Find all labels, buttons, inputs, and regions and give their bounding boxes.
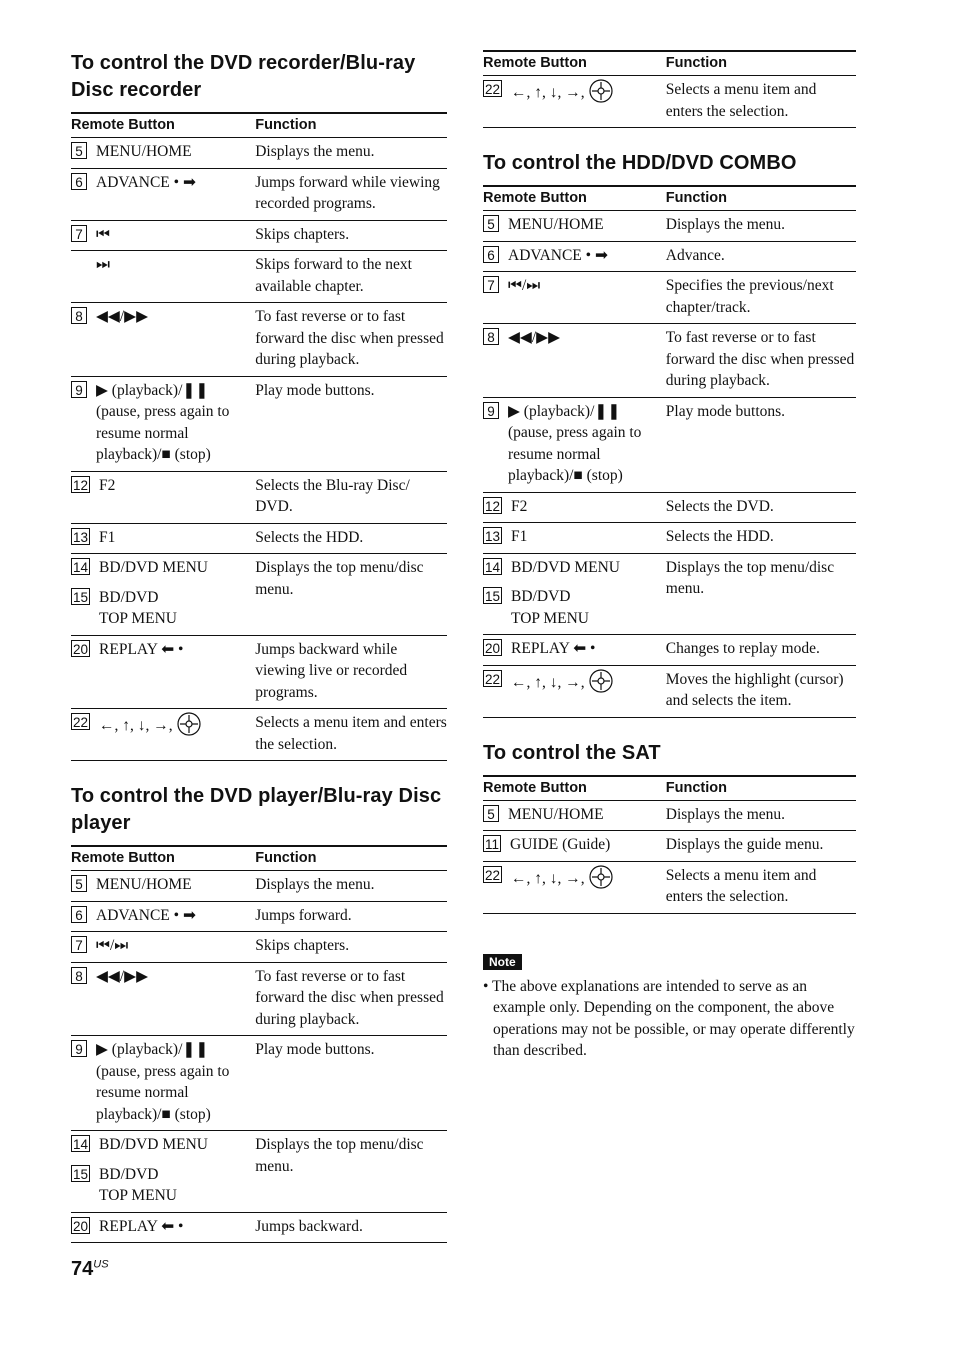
button-label: ⏮ bbox=[96, 225, 110, 243]
function-cell: Jumps forward while viewing recorded programs. bbox=[255, 168, 447, 220]
button-label-wrap bbox=[96, 935, 247, 957]
table-row bbox=[483, 800, 856, 831]
function-cell: Play mode buttons. bbox=[666, 397, 856, 492]
function-cell: Displays the top menu/disc menu. bbox=[255, 1131, 447, 1213]
table-row bbox=[71, 251, 447, 303]
remote-button-cell bbox=[71, 584, 255, 636]
button-number-box: 6 bbox=[483, 246, 499, 263]
button-number-box: 13 bbox=[73, 529, 89, 545]
button-label: BD/DVD MENU bbox=[511, 558, 620, 576]
button-label-wrap bbox=[511, 79, 658, 110]
section-title: To control the DVD recorder/Blu-ray Disc recorder bbox=[71, 52, 416, 101]
table-row bbox=[483, 553, 856, 583]
note-badge: Note bbox=[483, 954, 522, 970]
button-number-box: 14 bbox=[485, 559, 501, 575]
remote-button-cell bbox=[483, 831, 666, 862]
function-cell: Selects the Blu-ray Disc/ DVD. bbox=[255, 471, 447, 523]
remote-button-cell bbox=[483, 800, 666, 831]
remote-button-cell bbox=[71, 168, 255, 220]
button-number-box: 7 bbox=[71, 936, 87, 953]
function-cell: Moves the highlight (cursor) and selects the item. bbox=[666, 665, 856, 717]
remote-button-cell bbox=[71, 932, 255, 963]
function-cell: Jumps forward. bbox=[255, 901, 447, 932]
button-label: GUIDE (Guide) bbox=[510, 836, 611, 853]
button-label: REPLAY ⬅ • bbox=[99, 1217, 184, 1235]
button-label: BD/DVD TOP MENU bbox=[511, 588, 589, 627]
button-label-wrap bbox=[96, 224, 247, 246]
table-row bbox=[71, 871, 447, 902]
remote-button-cell bbox=[483, 492, 666, 523]
button-number-box: 6 bbox=[71, 906, 87, 923]
button-label: ◀◀/▶▶ bbox=[96, 308, 148, 325]
button-number-box: 22 bbox=[485, 671, 501, 687]
remote-button-cell bbox=[71, 251, 255, 303]
button-label: BD/DVD TOP MENU bbox=[99, 588, 177, 627]
table-row bbox=[71, 303, 447, 377]
left-column bbox=[71, 50, 447, 1265]
button-number-box: 8 bbox=[71, 307, 87, 324]
section-title: To control the SAT bbox=[483, 741, 661, 764]
column-header-function: Function bbox=[255, 113, 447, 138]
function-cell: Changes to replay mode. bbox=[666, 635, 856, 666]
table-row bbox=[483, 272, 856, 324]
button-label: REPLAY ⬅ • bbox=[511, 640, 596, 657]
function-cell: Specifies the previous/next chapter/track. bbox=[666, 272, 856, 324]
function-cell: Play mode buttons. bbox=[255, 1036, 447, 1131]
table-row bbox=[483, 635, 856, 666]
button-label-wrap bbox=[96, 1039, 247, 1125]
button-number-box: 14 bbox=[73, 1137, 89, 1152]
table-row bbox=[71, 471, 447, 523]
button-label-wrap bbox=[511, 586, 658, 629]
function-cell: Skips chapters. bbox=[255, 932, 447, 963]
button-label-wrap bbox=[511, 669, 658, 700]
column-header-remote-button: Remote Button bbox=[71, 846, 255, 871]
button-label-wrap bbox=[511, 557, 658, 579]
column-header-remote-button: Remote Button bbox=[483, 186, 666, 211]
button-label: F1 bbox=[511, 528, 528, 545]
remote-button-cell bbox=[483, 665, 666, 717]
button-label-wrap bbox=[508, 245, 658, 267]
table-row bbox=[483, 523, 856, 554]
button-label-wrap bbox=[99, 1216, 247, 1238]
button-label-wrap bbox=[96, 966, 247, 988]
button-label-wrap bbox=[508, 804, 658, 826]
button-label: ▶ (playback)/❚❚ (pause, press again to resume normal playback)/■ (stop) bbox=[96, 1041, 230, 1123]
remote-button-cell bbox=[71, 1161, 255, 1213]
button-label: ◀◀/▶▶ bbox=[96, 967, 148, 985]
remote-button-cell bbox=[483, 553, 666, 583]
button-label-wrap bbox=[96, 905, 247, 927]
button-label-wrap bbox=[96, 380, 247, 466]
remote-button-cell bbox=[71, 554, 255, 584]
column-header-remote-button: Remote Button bbox=[483, 776, 666, 801]
table-row bbox=[71, 554, 447, 584]
remote-button-cell bbox=[483, 861, 666, 913]
function-cell: Advance. bbox=[666, 241, 856, 272]
button-number-box: 14 bbox=[73, 560, 89, 575]
remote-button-cell bbox=[71, 138, 255, 169]
table-row bbox=[71, 932, 447, 963]
section-title: To control the HDD/DVD COMBO bbox=[483, 152, 797, 174]
button-label: ←, ↑, ↓, →, bbox=[511, 673, 585, 691]
table-row bbox=[71, 962, 447, 1036]
table-row bbox=[71, 1212, 447, 1243]
remote-button-cell bbox=[483, 635, 666, 666]
table-row bbox=[483, 324, 856, 398]
button-label-wrap bbox=[96, 254, 247, 276]
button-label-wrap bbox=[99, 712, 247, 743]
button-label: MENU/HOME bbox=[96, 876, 192, 893]
button-label: ←, ↑, ↓, →, bbox=[99, 717, 173, 734]
function-cell: Selects a menu item and enters the selection. bbox=[666, 76, 856, 128]
function-cell: Displays the menu. bbox=[255, 871, 447, 902]
button-label-wrap bbox=[96, 874, 247, 896]
button-number-box: 6 bbox=[71, 173, 87, 190]
button-label-wrap bbox=[99, 587, 247, 630]
table-row bbox=[483, 665, 856, 717]
function-cell: To fast reverse or to fast forward the disc when pressed during playback. bbox=[255, 962, 447, 1036]
table-row bbox=[483, 492, 856, 523]
button-number-box bbox=[71, 255, 87, 272]
button-number-box: 5 bbox=[483, 805, 499, 822]
button-number-box: 5 bbox=[71, 142, 87, 159]
remote-button-cell bbox=[483, 583, 666, 635]
button-label: ⏭ bbox=[96, 256, 110, 273]
function-cell: Selects the HDD. bbox=[255, 523, 447, 554]
button-label-wrap bbox=[99, 527, 247, 549]
button-label-wrap bbox=[511, 638, 658, 660]
function-cell: Jumps backward while viewing live or recorded programs. bbox=[255, 635, 447, 709]
button-number-box: 7 bbox=[483, 276, 499, 293]
remote-button-cell bbox=[483, 397, 666, 492]
remote-button-cell bbox=[71, 471, 255, 523]
button-number-box: 5 bbox=[71, 875, 87, 892]
remote-button-cell bbox=[483, 76, 666, 128]
function-cell: Selects the DVD. bbox=[666, 492, 856, 523]
function-cell: Displays the top menu/disc menu. bbox=[666, 553, 856, 635]
remote-button-cell bbox=[71, 1131, 255, 1161]
button-label: F1 bbox=[99, 528, 116, 546]
remote-button-cell bbox=[483, 272, 666, 324]
section-title: To control the DVD player/Blu-ray Disc player bbox=[71, 785, 442, 834]
button-label: ◀◀/▶▶ bbox=[508, 329, 560, 346]
button-label-wrap bbox=[99, 1164, 247, 1207]
function-cell: To fast reverse or to fast forward the disc when pressed during playback. bbox=[666, 324, 856, 398]
button-label: MENU/HOME bbox=[508, 805, 604, 823]
button-label-wrap bbox=[99, 475, 247, 497]
remote-button-cell bbox=[71, 220, 255, 251]
table-row bbox=[71, 168, 447, 220]
button-number-box: 15 bbox=[73, 589, 89, 605]
enter-button-icon bbox=[177, 712, 201, 743]
function-cell: Selects the HDD. bbox=[666, 523, 856, 554]
right-column bbox=[483, 50, 856, 1062]
function-cell: Displays the menu. bbox=[666, 211, 856, 242]
button-label: BD/DVD MENU bbox=[99, 559, 208, 576]
remote-button-table bbox=[483, 185, 856, 718]
button-label: ADVANCE • ➡ bbox=[508, 246, 608, 264]
enter-button-icon bbox=[589, 865, 613, 896]
button-number-box: 15 bbox=[485, 589, 501, 604]
table-row bbox=[71, 138, 447, 169]
remote-button-cell bbox=[71, 709, 255, 761]
function-cell: Play mode buttons. bbox=[255, 376, 447, 471]
note-text: • The above explanations are intended to serve as an example only. Depending on the component, the above operations may not be possible, or may operate differently than described. bbox=[483, 977, 855, 1059]
remote-button-table bbox=[483, 775, 856, 914]
function-cell: Displays the menu. bbox=[255, 138, 447, 169]
table-row bbox=[71, 901, 447, 932]
remote-button-cell bbox=[71, 1212, 255, 1243]
remote-button-cell bbox=[71, 962, 255, 1036]
table-row bbox=[483, 76, 856, 128]
button-number-box: 20 bbox=[73, 1218, 89, 1234]
button-number-box: 22 bbox=[485, 867, 501, 883]
table-row bbox=[71, 1036, 447, 1131]
remote-button-table bbox=[71, 845, 447, 1243]
button-label: REPLAY ⬅ • bbox=[99, 640, 184, 658]
remote-button-cell bbox=[483, 211, 666, 242]
remote-button-cell bbox=[71, 523, 255, 554]
table-row bbox=[483, 211, 856, 242]
remote-button-cell bbox=[71, 376, 255, 471]
button-number-box: 5 bbox=[483, 215, 499, 232]
button-label-wrap bbox=[508, 214, 658, 236]
button-label: BD/DVD TOP MENU bbox=[99, 1165, 177, 1204]
button-label: ADVANCE • ➡ bbox=[96, 173, 196, 191]
table-row bbox=[71, 523, 447, 554]
button-number-box: 15 bbox=[73, 1166, 89, 1182]
button-number-box: 11 bbox=[485, 837, 500, 852]
table-row bbox=[71, 709, 447, 761]
remote-button-cell bbox=[71, 901, 255, 932]
page-number bbox=[71, 1258, 109, 1281]
button-label-wrap bbox=[508, 275, 658, 297]
column-header-remote-button: Remote Button bbox=[71, 113, 255, 138]
button-label-wrap bbox=[96, 141, 247, 163]
button-label: ▶ (playback)/❚❚ (pause, press again to resume normal playback)/■ (stop) bbox=[96, 381, 230, 463]
remote-button-cell bbox=[483, 523, 666, 554]
button-number-box: 13 bbox=[485, 529, 501, 544]
column-header-function: Function bbox=[666, 776, 856, 801]
remote-button-cell bbox=[483, 241, 666, 272]
function-cell: Skips chapters. bbox=[255, 220, 447, 251]
remote-button-cell bbox=[71, 871, 255, 902]
enter-button-icon bbox=[589, 669, 613, 700]
button-label: BD/DVD MENU bbox=[99, 1136, 208, 1153]
function-cell: Selects a menu item and enters the selection. bbox=[255, 709, 447, 761]
page-number-suffix: US bbox=[93, 1258, 109, 1271]
column-header-function: Function bbox=[666, 51, 856, 76]
button-label-wrap bbox=[511, 865, 658, 896]
table-row bbox=[71, 220, 447, 251]
button-label-wrap bbox=[510, 834, 658, 856]
function-cell: Jumps backward. bbox=[255, 1212, 447, 1243]
remote-button-table bbox=[71, 112, 447, 761]
button-label: F2 bbox=[511, 497, 528, 515]
function-cell: Displays the menu. bbox=[666, 800, 856, 831]
table-row bbox=[483, 241, 856, 272]
button-number-box: 22 bbox=[485, 82, 501, 97]
remote-button-cell bbox=[71, 635, 255, 709]
button-label: ←, ↑, ↓, →, bbox=[511, 84, 585, 101]
function-cell: Skips forward to the next available chapter. bbox=[255, 251, 447, 303]
button-number-box: 22 bbox=[73, 715, 89, 730]
remote-button-cell bbox=[71, 303, 255, 377]
table-row bbox=[71, 1131, 447, 1161]
button-label: ▶ (playback)/❚❚ (pause, press again to resume normal playback)/■ (stop) bbox=[508, 402, 642, 484]
button-label: ADVANCE • ➡ bbox=[96, 906, 196, 924]
button-label-wrap bbox=[508, 401, 658, 487]
table-row bbox=[483, 397, 856, 492]
function-cell: To fast reverse or to fast forward the disc when pressed during playback. bbox=[255, 303, 447, 377]
enter-button-icon bbox=[589, 79, 613, 110]
button-number-box: 8 bbox=[483, 328, 499, 345]
button-label-wrap bbox=[96, 306, 247, 328]
function-cell: Displays the top menu/disc menu. bbox=[255, 554, 447, 636]
button-label-wrap bbox=[511, 496, 658, 518]
remote-button-cell bbox=[483, 324, 666, 398]
button-label-wrap bbox=[96, 172, 247, 194]
button-label-wrap bbox=[508, 327, 658, 349]
remote-button-cell bbox=[71, 1036, 255, 1131]
function-cell: Displays the guide menu. bbox=[666, 831, 856, 862]
button-number-box: 9 bbox=[71, 381, 87, 398]
button-label-wrap bbox=[99, 1134, 247, 1156]
button-number-box: 12 bbox=[485, 498, 501, 514]
button-number-box: 9 bbox=[71, 1040, 87, 1057]
function-cell: Selects a menu item and enters the selection. bbox=[666, 861, 856, 913]
table-row bbox=[71, 635, 447, 709]
column-header-remote-button: Remote Button bbox=[483, 51, 666, 76]
button-number-box: 7 bbox=[71, 225, 87, 242]
button-label: ⏮/⏭ bbox=[508, 277, 541, 294]
button-number-box: 9 bbox=[483, 402, 499, 419]
button-number-box: 8 bbox=[71, 967, 87, 984]
button-label: F2 bbox=[99, 476, 116, 494]
button-number-box: 20 bbox=[73, 641, 89, 657]
table-row bbox=[483, 861, 856, 913]
button-number-box: 20 bbox=[485, 641, 501, 656]
button-number-box: 12 bbox=[73, 477, 89, 493]
table-row bbox=[483, 831, 856, 862]
button-label: ⏮/⏭ bbox=[96, 937, 129, 954]
column-header-function: Function bbox=[255, 846, 447, 871]
button-label: MENU/HOME bbox=[508, 216, 604, 233]
button-label-wrap bbox=[99, 557, 247, 579]
page-number-value: 74 bbox=[71, 1258, 94, 1280]
column-header-function: Function bbox=[666, 186, 856, 211]
button-label: ←, ↑, ↓, →, bbox=[511, 869, 585, 887]
button-label: MENU/HOME bbox=[96, 143, 192, 160]
button-label-wrap bbox=[511, 526, 658, 548]
button-label-wrap bbox=[99, 639, 247, 661]
remote-button-table bbox=[483, 50, 856, 128]
table-row bbox=[71, 376, 447, 471]
